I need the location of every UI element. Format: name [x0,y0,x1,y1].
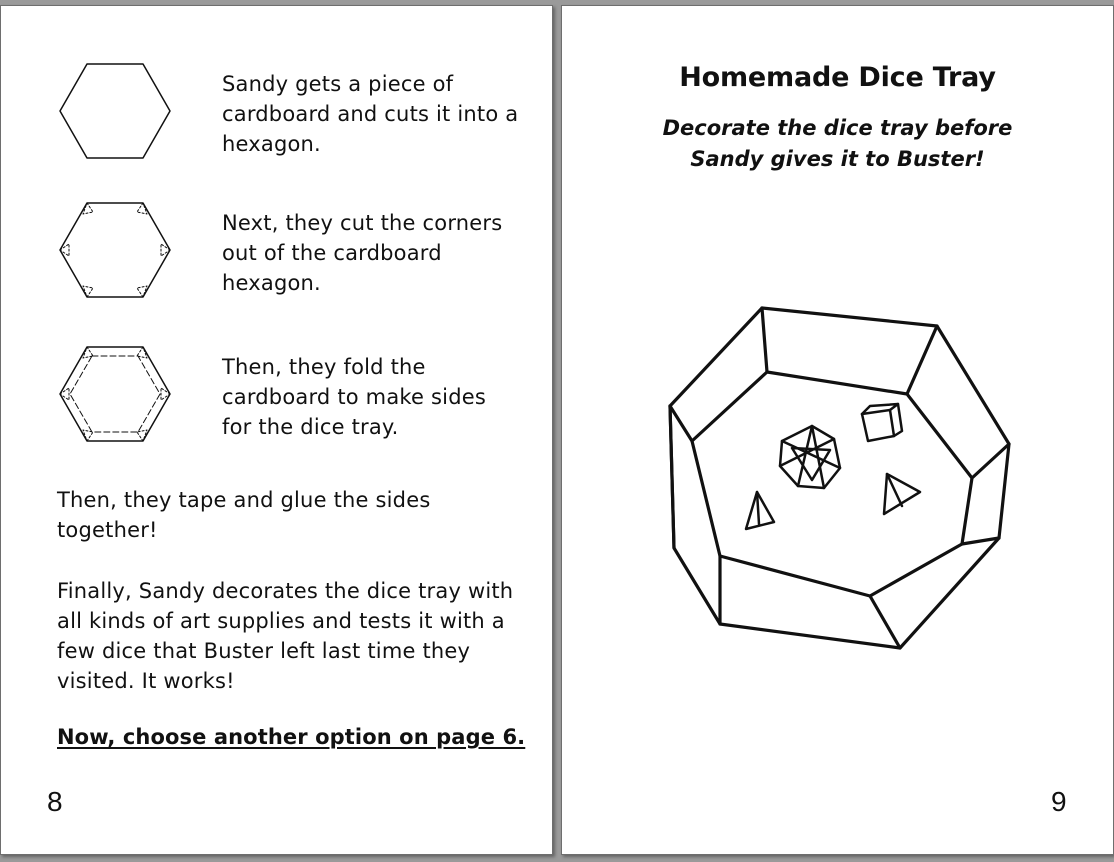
subtitle-line-2: Sandy gives it to Buster! [690,147,985,171]
hexagon-fold-lines-icon [57,344,173,444]
left-page [0,5,553,855]
step-1-text: Sandy gets a piece of cardboard and cuts it into a hexagon. [222,72,519,156]
page-number-right: 9 [1051,786,1067,817]
choose-option-instruction: Now, choose another option on page 6. [57,725,526,749]
step-3-text: Then, they fold the cardboard to make sides for the dice tray. [222,355,486,439]
right-page [561,5,1114,855]
page-number-left: 8 [47,786,63,817]
paragraph-decorate: Finally, Sandy decorates the dice tray with all kinds of art supplies and tests it with a few dice that Buster left last time they visited. It works! [57,579,514,693]
page-title: Homemade Dice Tray [679,62,996,93]
subtitle-line-1: Decorate the dice tray before [662,116,1013,140]
paragraph-tape-glue: Then, they tape and glue the sides together! [57,488,431,542]
hexagon-cut-corners-icon [57,200,173,300]
hexagon-icon [57,61,173,161]
dice-tray-illustration [662,296,1022,666]
step-2-text: Next, they cut the corners out of the cardboard hexagon. [222,211,503,295]
page-subtitle [622,113,1053,175]
